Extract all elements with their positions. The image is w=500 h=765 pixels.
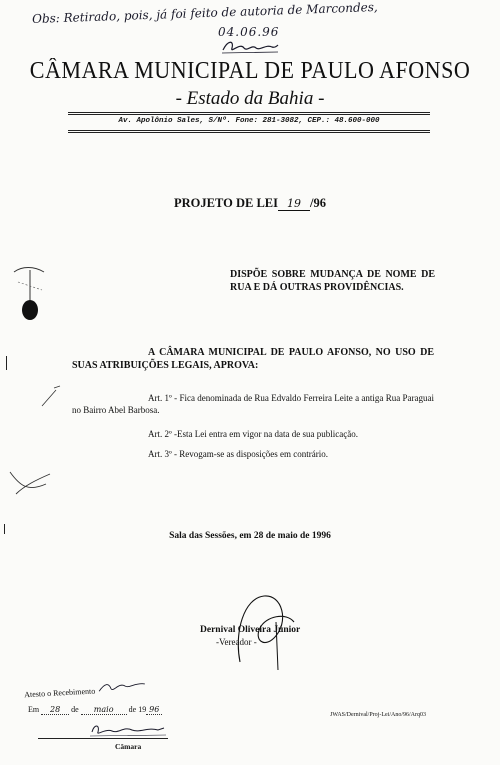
session-date: Sala das Sessões, em 28 de maio de 1996 [169, 531, 331, 541]
receipt-year-prefix: de 19 [128, 705, 147, 714]
receipt-de-label: de [71, 705, 79, 714]
receipt-atesto-label: Atesto o Recebimento [23, 686, 96, 700]
receipt-signature-scribble [97, 679, 148, 694]
page-title: CÂMARA MUNICIPAL DE PAULO AFONSO [29, 58, 471, 84]
camara-signature [88, 722, 168, 738]
margin-scribble-mark [6, 466, 56, 500]
receipt-date-line [28, 705, 162, 715]
article-1: Art. 1º - Fica denominada de Rua Edvaldo Ferreira Leite a antiga Rua Paraguai no Bairro Abel Barbosa. [72, 393, 434, 415]
page-subtitle: - Estado da Bahia - [175, 88, 325, 109]
handwritten-date: 04.06.96 [218, 25, 280, 39]
bill-ementa: DISPÕE SOBRE MUDANÇA DE NOME DE RUA E DÁ OUTRAS PROVIDÊNCIAS. [230, 269, 435, 293]
margin-stamp-mark [10, 262, 50, 324]
document-reference: JWAS/Dernival/Proj-Lei/Ano/96/Arq03 [330, 712, 426, 718]
camara-signature-line [38, 738, 168, 739]
header-rule-top-2 [68, 114, 430, 115]
header-rule-top [68, 112, 430, 113]
receipt-em-label: Em [28, 705, 40, 714]
bill-title [0, 196, 500, 211]
receipt-atesto [24, 679, 148, 699]
handwritten-initials [220, 38, 280, 56]
handwritten-note: Obs: Retirado, pois, já foi feito de autoria de Marcondes, [31, 0, 378, 27]
bill-preamble: A CÂMARA MUNICIPAL DE PAULO AFONSO, NO USO DE SUAS ATRIBUIÇÕES LEGAIS, APROVA: [72, 347, 434, 371]
receipt-day: 28 [41, 705, 69, 715]
bill-label-suffix: /96 [309, 196, 326, 210]
article-3: Art. 3º - Revogam-se as disposições em contrário. [148, 449, 328, 459]
camara-label: Câmara [115, 742, 142, 751]
article-2: Art. 2º -Esta Lei entra em vigor na data de sua publicação. [148, 429, 358, 439]
header-rule-bottom-2 [68, 132, 430, 133]
bill-label-prefix: PROJETO DE LEI [174, 196, 278, 210]
margin-tick [6, 356, 7, 370]
signer-role: -Vereador - [216, 637, 257, 647]
receipt-month: maio [81, 705, 127, 715]
header-address: Av. Apolônio Sales, S/Nº. Fone: 281-3082, CEP.: 48.600-000 [118, 117, 380, 125]
bill-number: 19 [278, 197, 310, 211]
signer-name: Dernival Oliveira Júnior [200, 625, 301, 635]
receipt-year: 96 [146, 705, 162, 715]
margin-slash-mark [40, 384, 62, 408]
header-rule-bottom [68, 130, 430, 131]
